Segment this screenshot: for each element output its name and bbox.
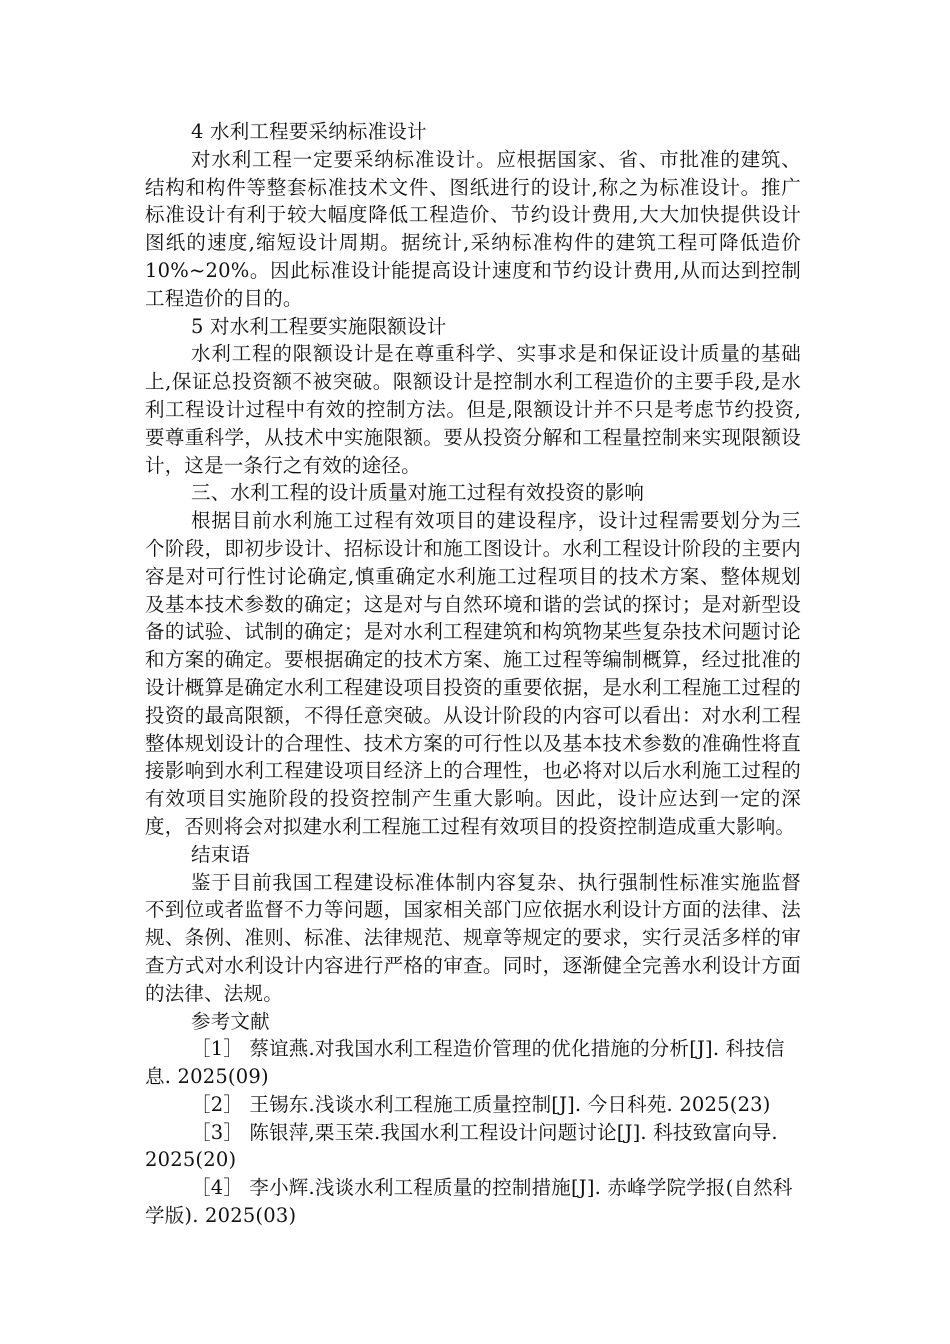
references-heading: 参考文献 [191,1009,270,1033]
section-5-heading: 5 对水利工程要实施限额设计 [191,314,447,338]
reference-item: ［4］ 李小辉.浅谈水利工程质量的控制措施[J]. 赤峰学院学报(自然科学版). 2025(03) [145,1176,793,1228]
section-3-body: 根据目前水利施工过程有效项目的建设程序，设计过程需要划分为三个阶段，即初步设计、招标设计和施工图设计。水利工程设计阶段的主要内容是对可行性讨论确定,慎重确定水利施工过程项目的技术方案、整体规划及基本技术参数的确定；这是对与自然环境和谐的尝试的探讨；是对新型设备的试验、试制的确定；是对水利工程建筑和构筑物某些复杂技术问题讨论和方案的确定。要根据确定的技术方案、施工过程等编制概算，经过批准的设计概算是确定水利工程建设项目投资的重要依据，是水利工程施工过程的投资的最高限额，不得任意突破。从设计阶段的内容可以看出：对水利工程整体规划设计的合理性、技术方案的可行性以及基本技术参数的准确性将直接影响到水利工程建设项目经济上的合理性，也必将对以后水利施工过程的有效项目实施阶段的投资控制产生重大影响。因此，设计应达到一定的深度，否则将会对拟建水利工程施工过程有效项目的投资控制造成重大影响。 [145,509,801,838]
section-3-heading: 三、水利工程的设计质量对施工过程有效投资的影响 [191,481,645,505]
section-4-body: 对水利工程一定要采纳标准设计。应根据国家、省、市批准的建筑、结构和构件等整套标准技术文件、图纸进行的设计,称之为标准设计。推广标准设计有利于较大幅度降低工程造价、节约设计费用,大大加快提供设计图纸的速度,缩短设计周期。据统计,采纳标准构件的建筑工程可降低造价 10%~20%。因此标准设计能提高设计速度和节约设计费用,从而达到控制工程造价的目的。 [145,147,801,310]
document-page [145,118,801,1230]
reference-item: ［1］ 蔡谊燕.对我国水利工程造价管理的优化措施的分析[J]. 科技信息. 2025(09) [145,1037,785,1089]
section-4-heading: 4 水利工程要采纳标准设计 [191,120,427,143]
conclusion-body: 鉴于目前我国工程建设标准体制内容复杂、执行强制性标准实施监督不到位或者监督不力等问题，国家相关部门应依据水利设计方面的法律、法规、条例、准则、标准、法律规范、规章等规定的要求，实行灵活多样的审查方式对水利设计内容进行严格的审查。同时，逐渐健全完善水利设计方面的法律、法规。 [145,870,801,1005]
conclusion-heading: 结束语 [191,842,251,866]
section-5-body: 水利工程的限额设计是在尊重科学、实事求是和保证设计质量的基础上,保证总投资额不被突破。限额设计是控制水利工程造价的主要手段,是水利工程设计过程中有效的控制方法。但是,限额设计并不只是考虑节约投资,要尊重科学，从技术中实施限额。要从投资分解和工程量控制来实现限额设计，这是一条行之有效的途径。 [145,342,801,477]
reference-item: ［2］ 王锡东.浅谈水利工程施工质量控制[J]. 今日科苑. 2025(23) [191,1092,771,1116]
reference-item: ［3］ 陈银萍,栗玉荣.我国水利工程设计问题讨论[J]. 科技致富向导. 2025(20) [145,1120,778,1172]
